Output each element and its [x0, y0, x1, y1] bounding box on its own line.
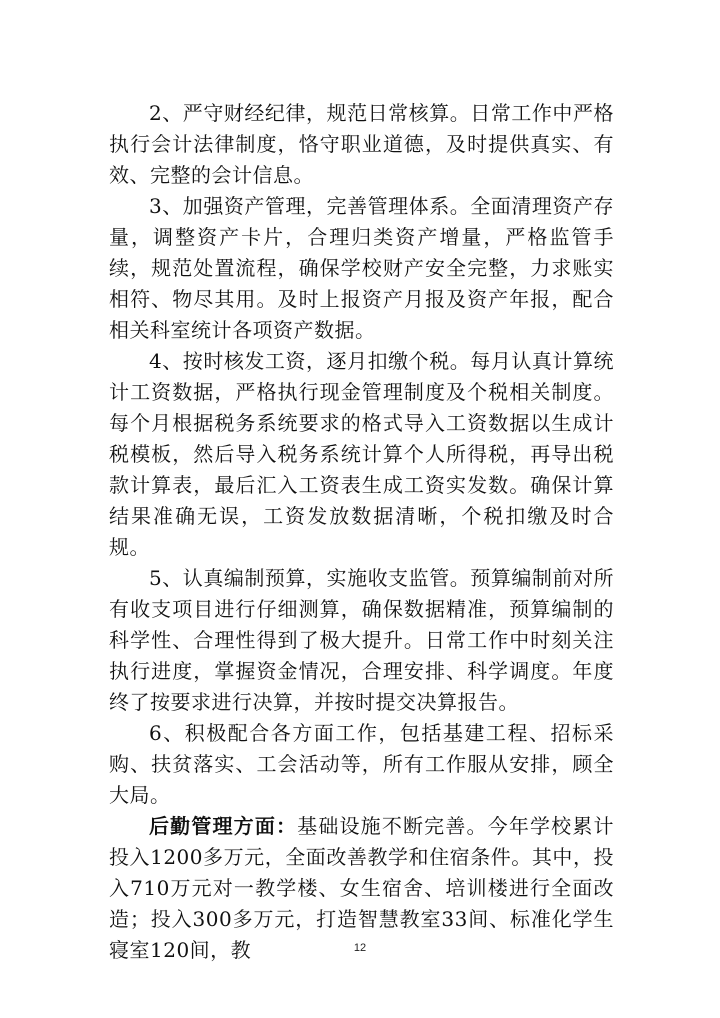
paragraph-6: [109, 718, 614, 811]
paragraph-5-text: 5、认真编制预算，实施收支监管。预算编制前对所有收支项目进行仔细测算，确保数据精准，预算编制的科学性、合理性得到了极大提升。日常工作中时刻关注执行进度，掌握资金情况，合理安排、科学调度。年度终了按要求进行决算，并按时提交决算报告。: [109, 566, 614, 714]
paragraph-2-text: 2、严守财经纪律，规范日常核算。日常工作中严格执行会计法律制度，恪守职业道德，及时提供真实、有效、完整的会计信息。: [109, 101, 614, 187]
paragraph-3-text: 3、加强资产管理，完善管理体系。全面清理资产存量，调整资产卡片，合理归类资产增量，严格监管手续，规范处置流程，确保学校财产安全完整，力求账实相符、物尽其用。及时上报资产月报及资产年报，配合相关科室统计各项资产数据。: [109, 194, 614, 342]
page-number: 12: [353, 942, 367, 954]
paragraph-3: [109, 191, 614, 346]
paragraph-logistics-heading: 后勤管理方面：: [149, 814, 298, 838]
paragraph-2: [109, 98, 614, 191]
paragraph-5: [109, 563, 614, 718]
paragraph-4: [109, 346, 614, 563]
body-text: [109, 98, 614, 966]
paragraph-4-text: 4、按时核发工资，逐月扣缴个税。每月认真计算统计工资数据，严格执行现金管理制度及个税相关制度。每个月根据税务系统要求的格式导入工资数据以生成计税模板，然后导入税务系统计算个人所得税，再导出税款计算表，最后汇入工资表生成工资实发数。确保计算结果准确无误，工资发放数据清晰，个税扣缴及时合规。: [109, 349, 614, 559]
paragraph-6-text: 6、积极配合各方面工作，包括基建工程、招标采购、扶贫落实、工会活动等，所有工作服从安排，顾全大局。: [109, 721, 614, 807]
paragraph-logistics-text: 基础设施不断完善。今年学校累计投入1200多万元，全面改善教学和住宿条件。其中，投入710万元对一教学楼、女生宿舍、培训楼进行全面改造；投入300多万元，打造智慧教室33间、标准化学生寝室120间，教: [109, 814, 615, 962]
